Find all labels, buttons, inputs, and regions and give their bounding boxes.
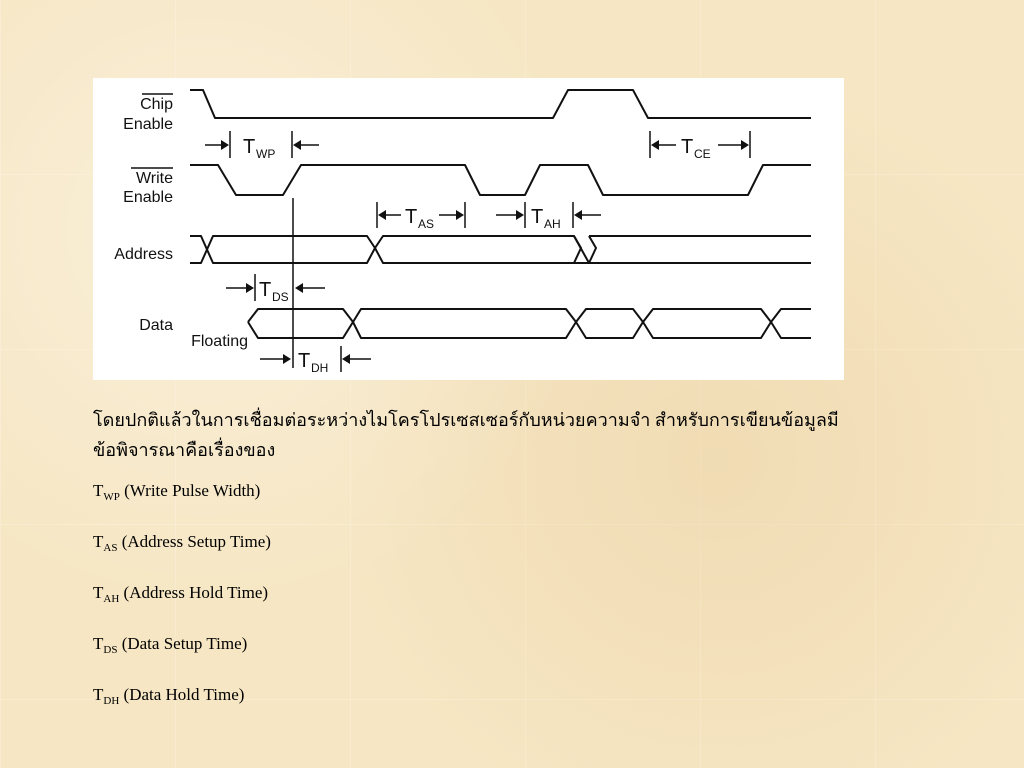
tds-sub: DS	[272, 290, 289, 304]
item-description: (Address Setup Time)	[121, 532, 271, 551]
twp-sub: WP	[256, 147, 276, 161]
item-subscript: DS	[103, 644, 118, 656]
data-bus-waveform	[248, 309, 811, 338]
item-subscript: WP	[103, 491, 120, 503]
list-item-tas	[93, 532, 853, 583]
item-subscript: AH	[103, 593, 120, 605]
tce-label: T	[681, 136, 694, 158]
timing-diagram-svg	[93, 78, 844, 380]
tas-interval-marker	[377, 202, 465, 231]
tce-interval-marker	[650, 131, 750, 161]
tdh-sub: DH	[311, 361, 329, 375]
tce-sub: CE	[694, 147, 711, 161]
list-item-tah	[93, 583, 853, 634]
chip-enable-waveform	[190, 90, 811, 118]
twp-interval-marker	[205, 131, 319, 161]
item-symbol: T	[93, 532, 104, 551]
write-enable-label-line2: Enable	[123, 189, 173, 206]
tdh-interval-marker	[260, 346, 371, 375]
tdh-label: T	[298, 350, 311, 372]
timing-parameter-list	[93, 481, 853, 736]
list-item-twp	[93, 481, 853, 532]
list-item-tdh	[93, 685, 853, 736]
item-description: (Address Hold Time)	[123, 583, 269, 602]
list-item-tds	[93, 634, 853, 685]
tds-label: T	[259, 279, 272, 301]
item-subscript: DH	[103, 695, 120, 707]
tas-label: T	[405, 206, 418, 228]
intro-paragraph: โดยปกติแล้วในการเชื่อมต่อระหว่างไมโครโปรเซสเซอร์กับหน่วยความจำ สำหรับการเขียนข้อมูลมีข้อพิจารณาคือเรื่องของ	[93, 410, 839, 460]
timing-diagram	[93, 78, 844, 380]
item-subscript: AS	[103, 542, 118, 554]
tah-sub: AH	[544, 217, 561, 231]
write-enable-label-line1: Write	[135, 170, 173, 187]
address-bus-waveform	[190, 236, 811, 263]
item-symbol: T	[93, 685, 104, 704]
item-description: (Data Setup Time)	[121, 634, 248, 653]
data-label: Data	[139, 317, 173, 334]
slide-body	[93, 405, 853, 736]
item-symbol: T	[93, 634, 104, 653]
twp-label: T	[243, 136, 256, 158]
item-description: (Data Hold Time)	[123, 685, 245, 704]
tas-sub: AS	[418, 217, 435, 231]
write-enable-waveform	[190, 165, 811, 195]
address-label: Address	[114, 246, 173, 263]
chip-enable-label-line1: Chip	[140, 96, 173, 113]
item-symbol: T	[93, 583, 104, 602]
tah-label: T	[531, 206, 544, 228]
item-symbol: T	[93, 481, 104, 500]
chip-enable-label-line2: Enable	[123, 116, 173, 133]
tds-interval-marker	[226, 274, 325, 304]
floating-label: Floating	[191, 333, 248, 350]
tah-interval-marker	[496, 202, 601, 231]
item-description: (Write Pulse Width)	[124, 481, 261, 500]
